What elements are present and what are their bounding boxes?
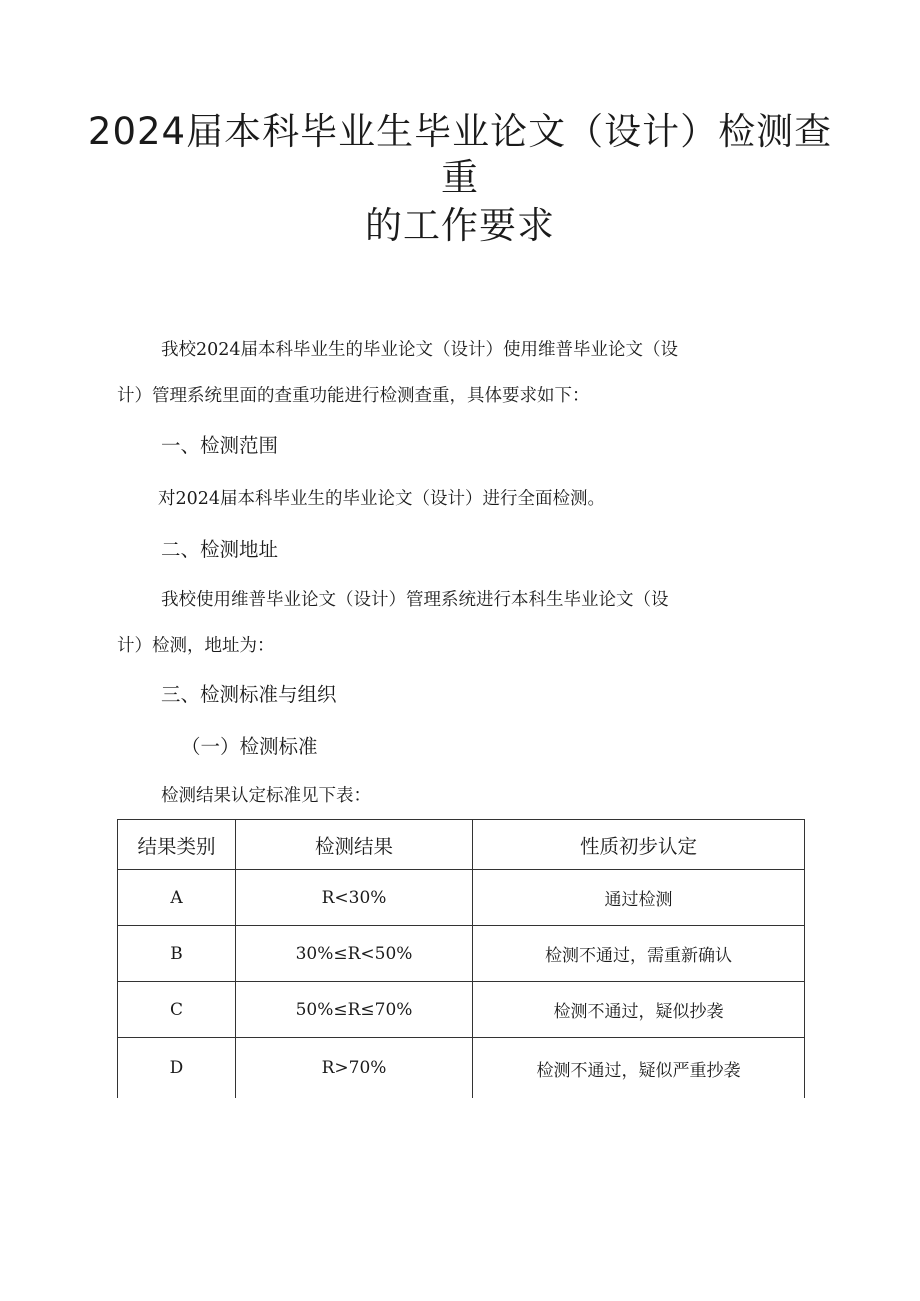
document-title-line-3: 的工作要求 (365, 204, 555, 247)
table-cell-category: B (118, 926, 236, 982)
header-detection-result: 检测结果 (236, 820, 473, 870)
table-cell-result: 50%≤R≤70% (236, 982, 473, 1038)
header-preliminary-determination: 性质初步认定 (473, 820, 805, 870)
header-result-category: 结果类别 (118, 820, 236, 870)
intro-paragraph-line-2: 计）管理系统里面的查重功能进行检测查重，具体要求如下： (117, 386, 590, 406)
table-cell-determination: 检测不通过，疑似抄袭 (473, 982, 805, 1038)
section-3-heading: 三、检测标准与组织 (161, 683, 337, 706)
section-2-heading: 二、检测地址 (161, 538, 279, 561)
table-cell-determination: 检测不通过，疑似严重抄袭 (473, 1038, 805, 1099)
table-row (118, 926, 805, 982)
table-cell-category: D (118, 1038, 236, 1099)
table-cell-result: R<30% (236, 870, 473, 926)
table-header-row (118, 820, 805, 870)
document-title-line-2: 重 (441, 156, 479, 199)
section-2-text-line-2: 计）检测，地址为： (117, 636, 275, 656)
section-2-text-line-1: 我校使用维普毕业论文（设计）管理系统进行本科生毕业论文（设 (161, 590, 669, 610)
table-row (118, 870, 805, 926)
table-row (118, 1038, 805, 1099)
table-cell-category: A (118, 870, 236, 926)
table-cell-determination: 检测不通过，需重新确认 (473, 926, 805, 982)
table-cell-determination: 通过检测 (473, 870, 805, 926)
document-title-line-1: 2024届本科毕业生毕业论文（设计）检测查 (87, 110, 833, 153)
intro-paragraph-line-1: 我校2024届本科毕业生的毕业论文（设计）使用维普毕业论文（设 (161, 340, 679, 360)
table-row (118, 982, 805, 1038)
section-1-heading: 一、检测范围 (161, 434, 279, 457)
table-intro-text: 检测结果认定标准见下表： (161, 786, 371, 806)
table-cell-result: R>70% (236, 1038, 473, 1099)
detection-standard-table (117, 819, 805, 1098)
table-cell-result: 30%≤R<50% (236, 926, 473, 982)
section-1-text: 对2024届本科毕业生的毕业论文（设计）进行全面检测。 (158, 489, 606, 509)
table-cell-category: C (118, 982, 236, 1038)
section-3-subheading: （一）检测标准 (181, 735, 318, 758)
